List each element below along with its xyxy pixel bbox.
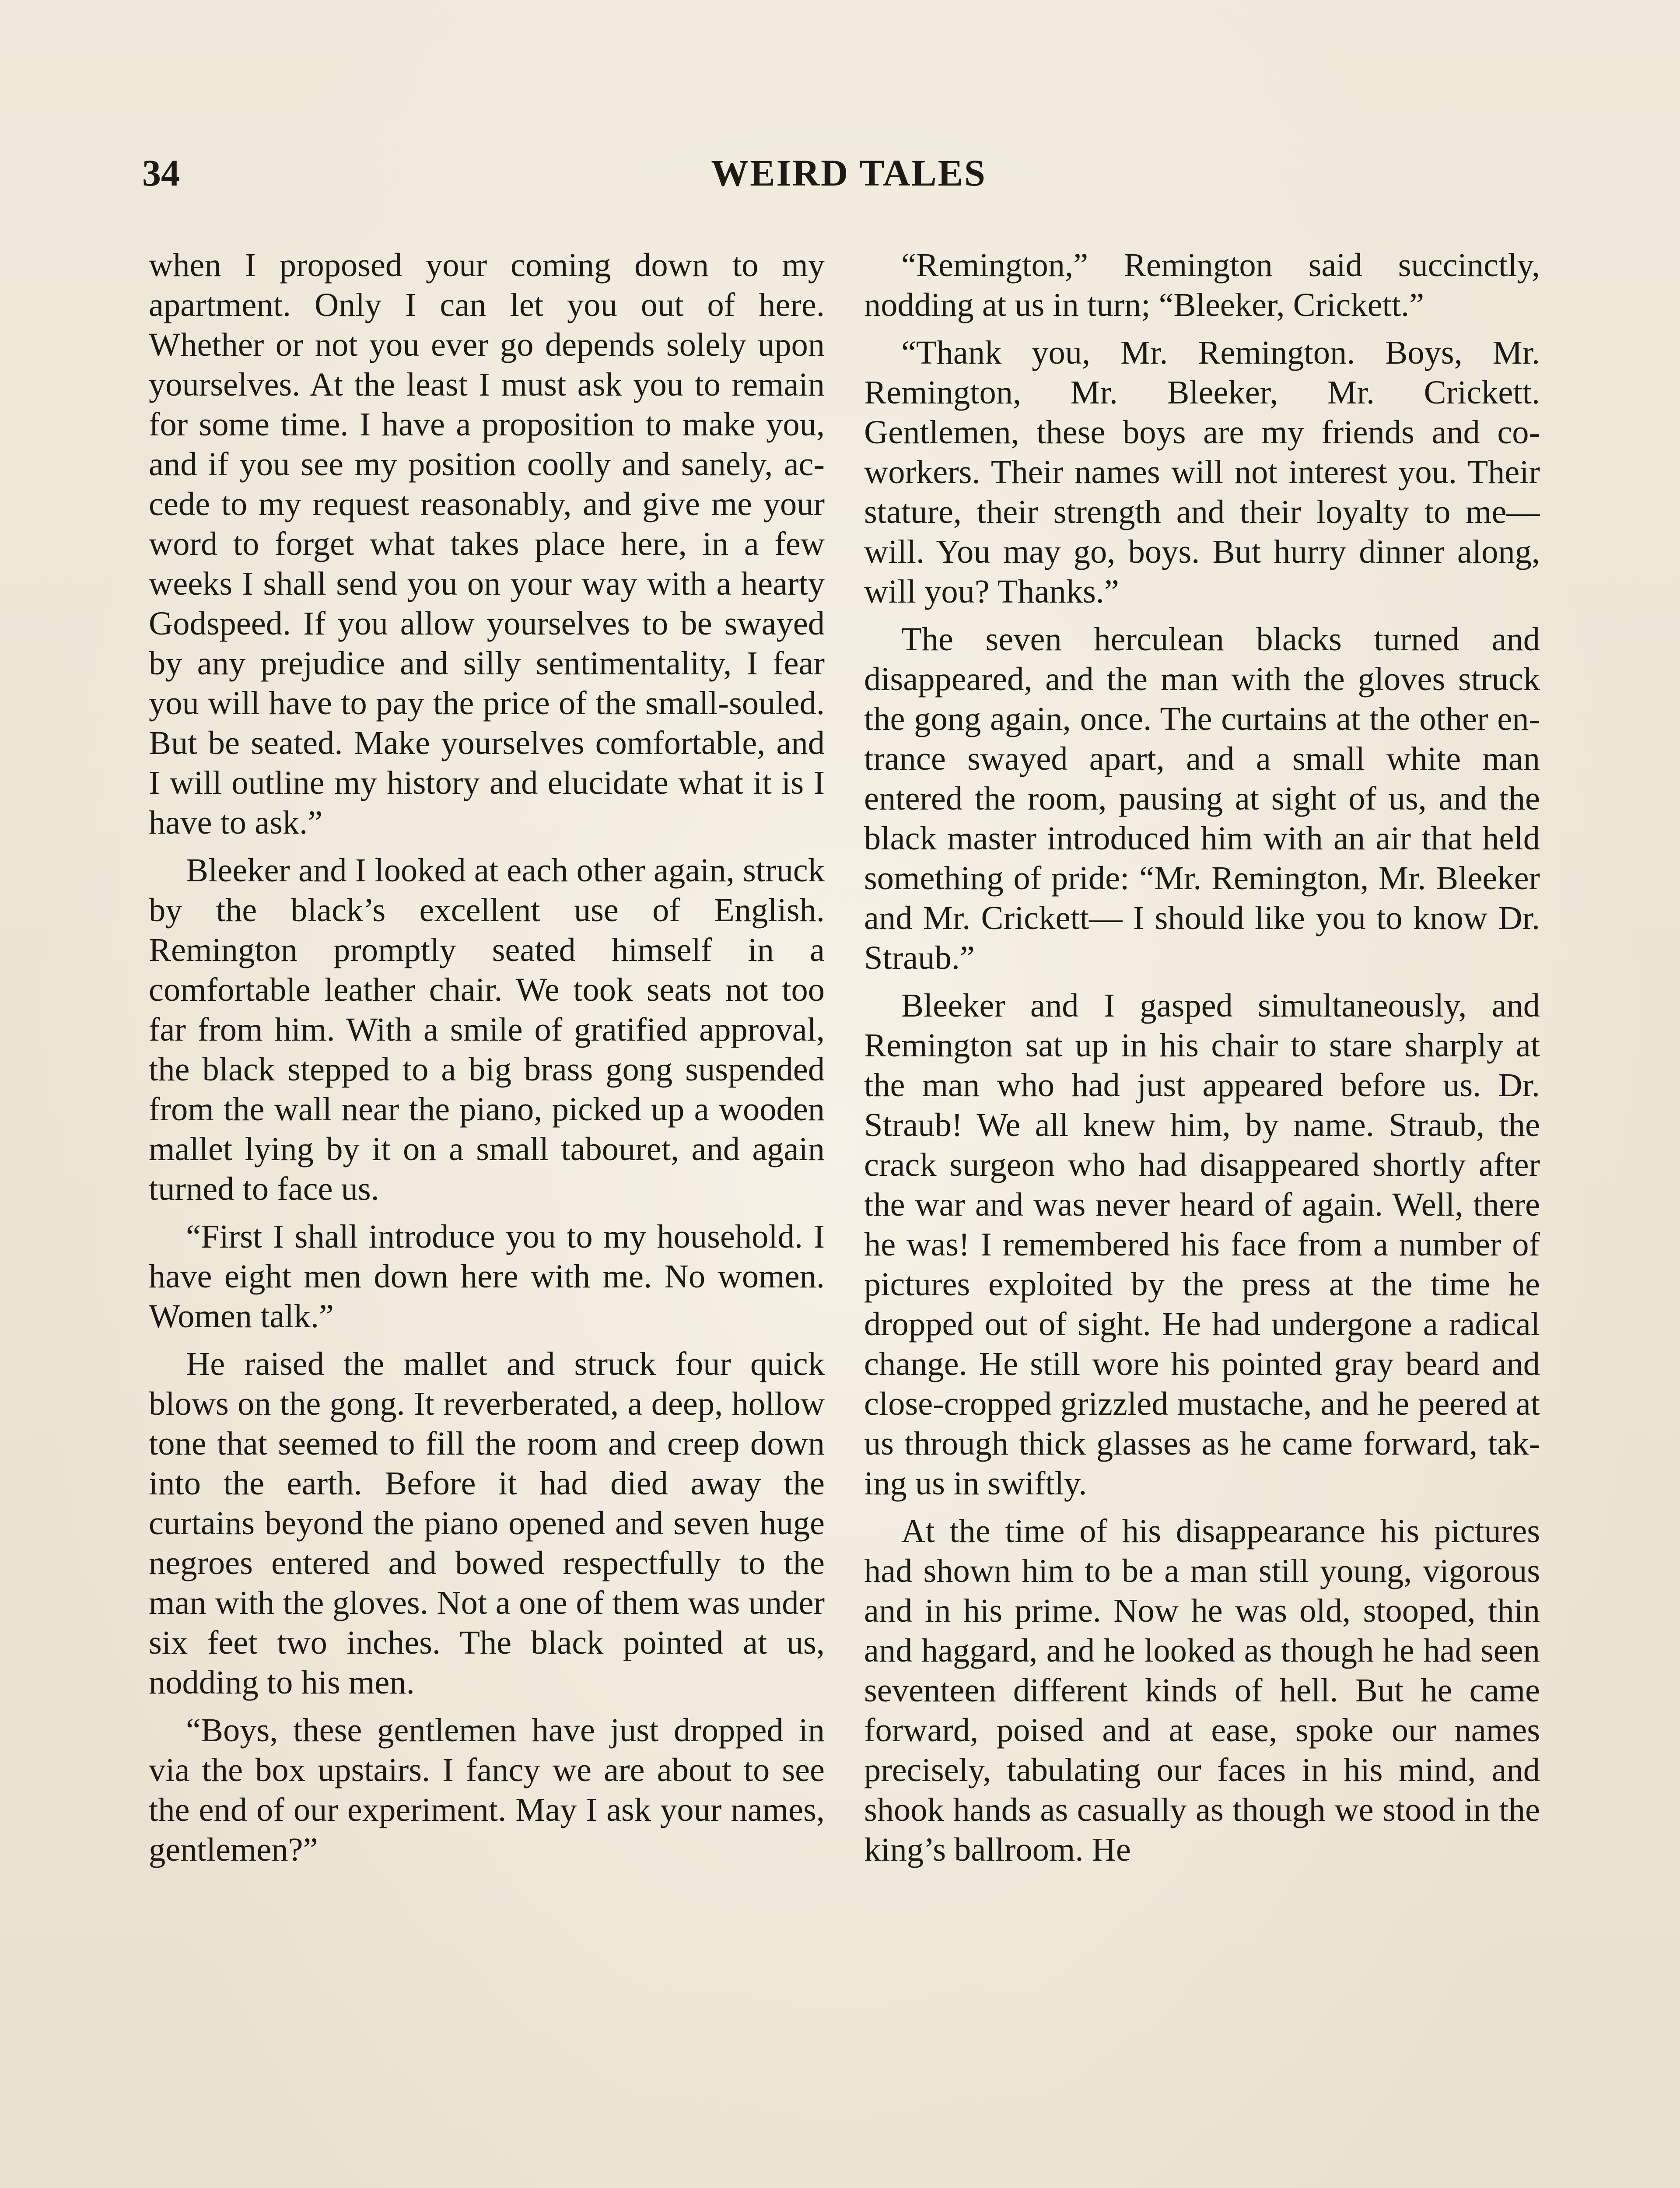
paragraph: “Thank you, Mr. Remington. Boys, Mr. Remington, Mr. Bleeker, Mr. Crickett. Gentlemen, these boys are my friends and co-workers. Their names will not interest you. Their stature, their strength and their loyalty to me—will. You may go, boys. But hurry dinner along, will you? Thanks.” [864,334,1540,610]
paragraph: Bleeker and I looked at each other again, struck by the black’s excellent use of English. Remington promptly seated himself in a comfortable leather chair. We took seats not too far from him. With a smile of gratified approval, the black stepped to a big brass gong suspended from the wall near the piano, picked up a wooden mallet lying by it on a small tabouret, and again turned to face us. [149,852,825,1207]
paragraph: Bleeker and I gasped simultaneously, and Remington sat up in his chair to stare sharply at the man who had just appeared before us. Dr. Straub! We all knew him, by name. Straub, the crack surgeon who had disappeared shortly after the war and was never heard of again. Well, there he was! I remembered his face from a number of pictures exploited by the press at the time he dropped out of sight. He had undergone a radical change. He still wore his pointed gray beard and close-cropped grizzled mustache, and he peered at us through thick glasses as he came forward, taking us in swiftly. [864,987,1540,1502]
page-header [142,149,1555,197]
paragraph: “Remington,” Remington said succinctly, nodding at us in turn; “Bleeker, Crickett.” [864,246,1540,323]
paragraph: when I proposed your coming down to my apartment. Only I can let you out of here. Whether or not you ever go depends solely upon yourselves. At the least I must ask you to remain for some time. I have a proposition to make you, and if you see my position coolly and sanely, accede to my request reasonably, and give me your word to forget what takes place here, in a few weeks I shall send you on your way with a hearty Godspeed. If you allow yourselves to be swayed by any prejudice and silly sentimentality, I fear you will have to pay the price of the small-souled. But be seated. Make yourselves comfortable, and I will outline my history and elucidate what it is I have to ask.” [149,246,825,841]
paragraph: The seven herculean blacks turned and disappeared, and the man with the gloves struck the gong again, once. The curtains at the other entrance swayed apart, and a small white man entered the room, pausing at sight of us, and the black master introduced him with an air that held something of pride: “Mr. Remington, Mr. Bleeker and Mr. Crickett— I should like you to know Dr. Straub.” [864,621,1540,976]
paragraph: At the time of his disappearance his pictures had shown him to be a man still young, vigorous and in his prime. Now he was old, stooped, thin and haggard, and he looked as though he had seen seventeen different kinds of hell. But he came forward, poised and at ease, spoke our names precisely, tabulating our faces in his mind, and shook hands as casually as though we stood in the king’s ballroom. He [864,1512,1540,1868]
right-column [864,245,1540,2188]
paragraph: He raised the mallet and struck four quick blows on the gong. It reverberated, a deep, hollow tone that seemed to fill the room and creep down into the earth. Before it had died away the curtains beyond the piano opened and seven huge negroes entered and bowed respectfully to the man with the gloves. Not a one of them was under six feet two inches. The black pointed at us, nodding to his men. [149,1345,825,1701]
paragraph: “First I shall introduce you to my household. I have eight men down here with me. No women. Women talk.” [149,1218,825,1335]
paragraph: “Boys, these gentlemen have just dropped in via the box upstairs. I fancy we are about to see the end of our experiment. May I ask your names, gentlemen?” [149,1711,825,1868]
page-number: 34 [142,152,180,194]
running-title: WEIRD TALES [711,152,987,194]
left-column [149,245,825,2188]
